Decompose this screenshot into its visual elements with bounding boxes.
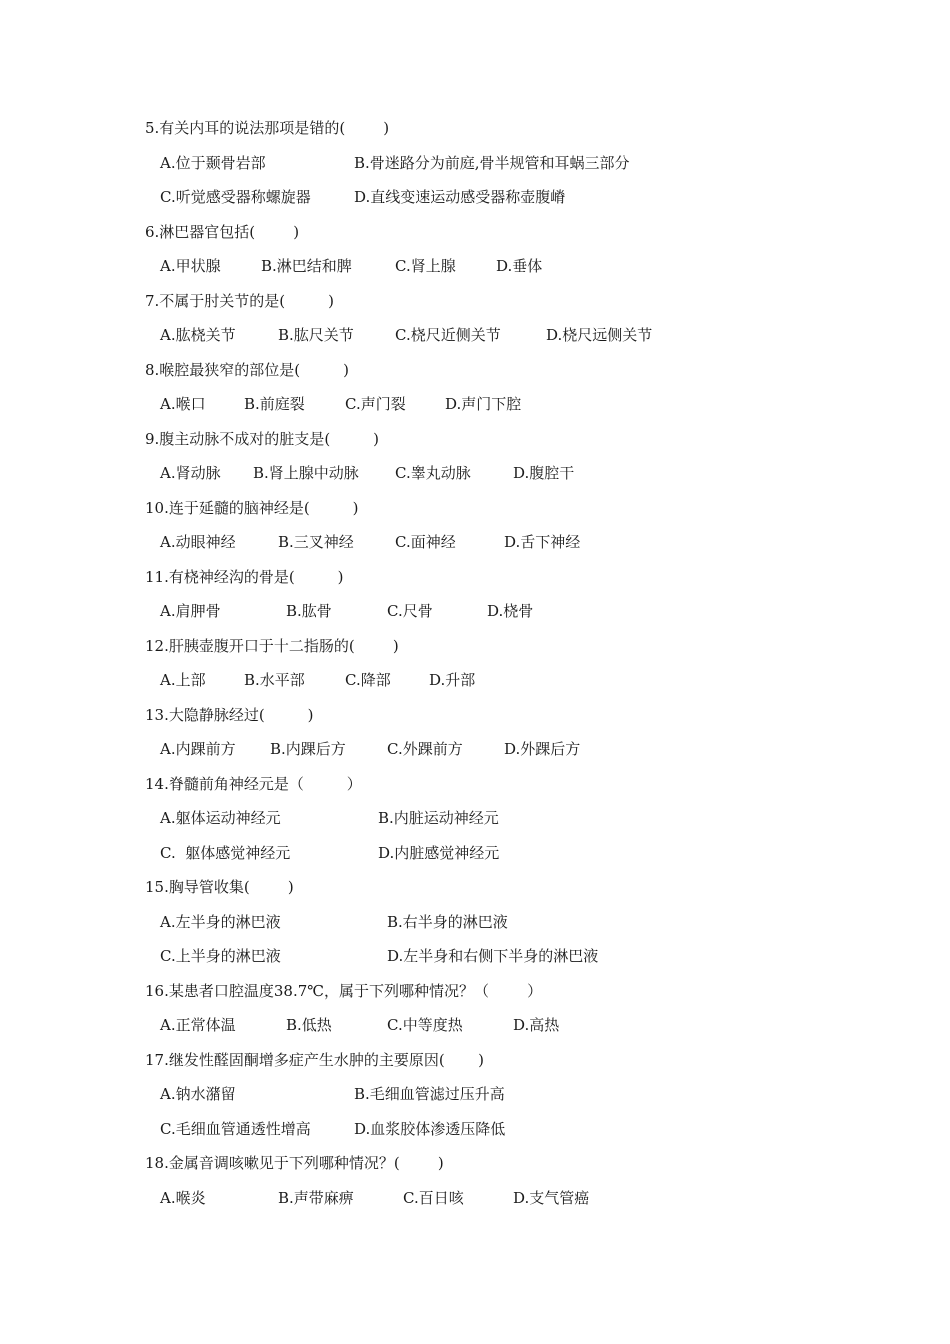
options-row xyxy=(0,1008,950,1043)
question-stem: 5.有关内耳的说法那项是错的( ) xyxy=(145,119,390,137)
option: A.左半身的淋巴液 xyxy=(160,912,281,931)
option: B.淋巴结和脾 xyxy=(261,257,352,275)
option: C.睾丸动脉 xyxy=(395,464,471,482)
option: B.右半身的淋巴液 xyxy=(387,912,508,931)
options-row xyxy=(0,180,950,215)
options-row xyxy=(0,249,950,284)
options-row xyxy=(0,456,950,491)
option: B.肾上腺中动脉 xyxy=(253,464,359,482)
options-row xyxy=(0,836,950,871)
option: B.骨迷路分为前庭,骨半规管和耳蜗三部分 xyxy=(354,153,630,172)
option: D.血浆胶体渗透压降低 xyxy=(354,1119,506,1138)
question-stem: 10.连于延髓的脑神经是( ) xyxy=(145,498,359,517)
option: C.外踝前方 xyxy=(387,740,463,758)
option: B.内踝后方 xyxy=(270,740,346,758)
option: B.声带麻痹 xyxy=(278,1188,354,1207)
question-stem: 7.不属于肘关节的是( ) xyxy=(145,291,334,310)
option: B.前庭裂 xyxy=(244,395,305,413)
option: A.肱桡关节 xyxy=(160,326,236,344)
option: C.降部 xyxy=(345,671,391,689)
option: C.肾上腺 xyxy=(395,257,456,275)
option: C.百日咳 xyxy=(403,1188,464,1207)
question-stem: 17.继发性醛固酮增多症产生水肿的主要原因( ) xyxy=(145,1050,484,1069)
option: D.左半身和右侧下半身的淋巴液 xyxy=(387,947,599,965)
question-stem: 13.大隐静脉经过( ) xyxy=(145,705,314,724)
option: C.面神经 xyxy=(395,533,456,551)
options-row xyxy=(0,525,950,560)
option: A.上部 xyxy=(160,671,206,689)
option: C.尺骨 xyxy=(387,602,433,620)
option: C.声门裂 xyxy=(345,395,406,413)
option: D.高热 xyxy=(513,1016,560,1034)
option: A.肩胛骨 xyxy=(160,602,221,620)
option: C.中等度热 xyxy=(387,1016,463,1034)
question-stem: 11.有桡神经沟的骨是( ) xyxy=(145,567,344,586)
option: D.内脏感觉神经元 xyxy=(378,843,500,862)
question-stem: 6.淋巴器官包括( ) xyxy=(145,222,300,241)
option: D.外踝后方 xyxy=(504,740,581,758)
option: C.毛细血管通透性增高 xyxy=(160,1119,311,1138)
option: C.听觉感受器称螺旋器 xyxy=(160,188,311,206)
option: D.腹腔干 xyxy=(513,464,575,482)
option: B.毛细血管滤过压升高 xyxy=(354,1085,505,1103)
options-row xyxy=(0,939,950,974)
question-stem: 15.胸导管收集( ) xyxy=(145,878,294,896)
options-row xyxy=(0,1112,950,1147)
question-stem: 12.肝胰壶腹开口于十二指肠的( ) xyxy=(145,636,399,655)
option: B.水平部 xyxy=(244,671,305,689)
option: D.升部 xyxy=(429,671,476,689)
option: D.桡骨 xyxy=(487,602,534,620)
option: D.支气管癌 xyxy=(513,1188,590,1207)
option: A.喉口 xyxy=(160,395,206,413)
option: C. 躯体感觉神经元 xyxy=(160,843,291,862)
options-row xyxy=(0,387,950,422)
option: D.声门下腔 xyxy=(445,395,522,413)
option: C.桡尺近侧关节 xyxy=(395,326,501,344)
option: D.桡尺远侧关节 xyxy=(546,326,653,344)
option: B.三叉神经 xyxy=(278,533,354,551)
options-row xyxy=(0,732,950,767)
options-row xyxy=(0,801,950,836)
options-row xyxy=(0,146,950,181)
option: A.甲状腺 xyxy=(160,257,221,275)
question-stem: 14.脊髓前角神经元是（ ） xyxy=(145,774,362,793)
option: A.躯体运动神经元 xyxy=(160,809,281,827)
option: A.正常体温 xyxy=(160,1016,236,1034)
option: D.舌下神经 xyxy=(504,533,581,551)
option: A.钠水潴留 xyxy=(160,1085,236,1103)
option: B.内脏运动神经元 xyxy=(378,809,499,827)
options-row xyxy=(0,905,950,940)
options-row xyxy=(0,1181,950,1216)
option: B.肱尺关节 xyxy=(278,326,354,344)
option: C.上半身的淋巴液 xyxy=(160,947,281,965)
option: A.喉炎 xyxy=(160,1188,206,1207)
option: D.直线变速运动感受器称壶腹嵴 xyxy=(354,188,566,206)
options-row xyxy=(0,594,950,629)
option: B.肱骨 xyxy=(286,602,332,620)
option: D.垂体 xyxy=(496,257,543,275)
question-stem: 8.喉腔最狭窄的部位是( ) xyxy=(145,360,349,379)
option: A.位于颞骨岩部 xyxy=(160,153,266,172)
option: A.内踝前方 xyxy=(160,740,236,758)
question-stem: 16.某患者口腔温度38.7℃，属于下列哪种情况？（ ） xyxy=(145,981,543,1000)
options-row xyxy=(0,1077,950,1112)
option: B.低热 xyxy=(286,1016,332,1034)
option: A.肾动脉 xyxy=(160,464,221,482)
option: A.动眼神经 xyxy=(160,533,236,551)
options-row xyxy=(0,318,950,353)
options-row xyxy=(0,663,950,698)
question-stem: 18.金属音调咳嗽见于下列哪种情况？( ) xyxy=(145,1154,444,1172)
question-stem: 9.腹主动脉不成对的脏支是( ) xyxy=(145,429,379,448)
